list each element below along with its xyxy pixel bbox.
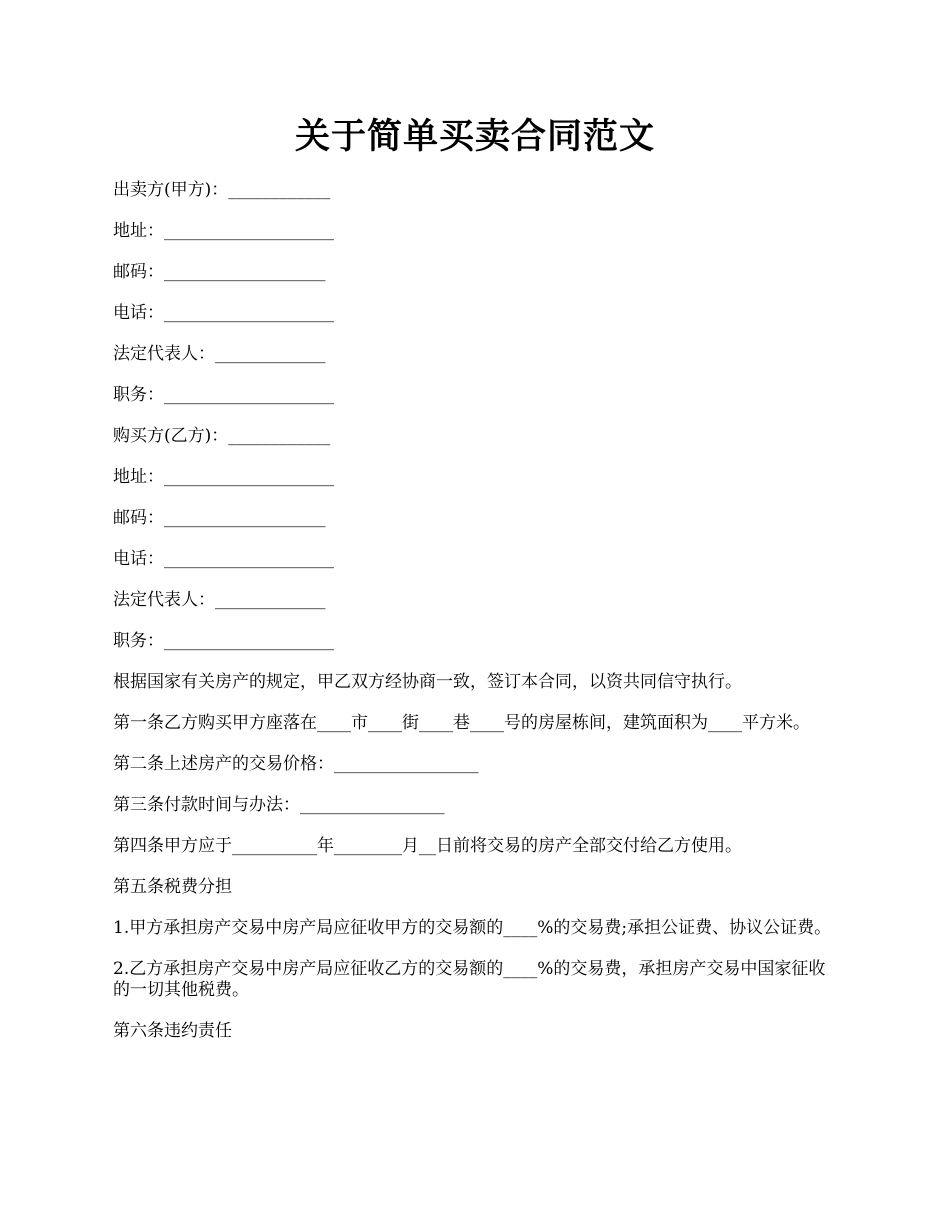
buyer-phone-line: 电话：____________________ (113, 549, 334, 569)
buyer-postcode-line: 邮码：___________________ (113, 508, 326, 528)
buyer-legal-rep-line: 法定代表人：_____________ (113, 590, 326, 610)
seller-legal-rep-line: 法定代表人：_____________ (113, 344, 326, 364)
preamble-paragraph: 根据国家有关房产的规定，甲乙双方经协商一致，签订本合同，以资共同信守执行。 (113, 672, 742, 692)
seller-phone-line: 电话：____________________ (113, 303, 334, 323)
article-5-heading: 第五条税费分担 (113, 877, 232, 897)
article-4-paragraph: 第四条甲方应于__________年________月__日前将交易的房产全部交付给乙方使用。 (113, 836, 742, 856)
seller-address-line: 地址：____________________ (113, 221, 334, 241)
article-6-heading: 第六条违约责任 (113, 1021, 232, 1041)
seller-position-line: 职务：____________________ (113, 385, 334, 405)
seller-line: 出卖方(甲方)：____________ (113, 180, 331, 200)
buyer-line: 购买方(乙方)：____________ (113, 426, 331, 446)
article-5-item-1: 1.甲方承担房产交易中房产局应征收甲方的交易额的____%的交易费;承担公证费、协议公证费。 (113, 918, 832, 938)
article-2-paragraph: 第二条上述房产的交易价格：_________________ (113, 754, 479, 774)
buyer-position-line: 职务：____________________ (113, 631, 334, 651)
article-1-paragraph: 第一条乙方购买甲方座落在____市____街____巷____号的房屋栋间，建筑面积为____平方米。 (113, 713, 810, 733)
document-title: 关于简单买卖合同范文 (294, 116, 655, 157)
article-3-paragraph: 第三条付款时间与办法：_________________ (113, 795, 445, 815)
article-5-item-2: 2.乙方承担房产交易中房产局应征收乙方的交易额的____%的交易费，承担房产交易中国家征收的一切其他税费。 (113, 959, 826, 1000)
document-body (113, 180, 838, 1062)
seller-postcode-line: 邮码：___________________ (113, 262, 326, 282)
buyer-address-line: 地址：____________________ (113, 467, 334, 487)
